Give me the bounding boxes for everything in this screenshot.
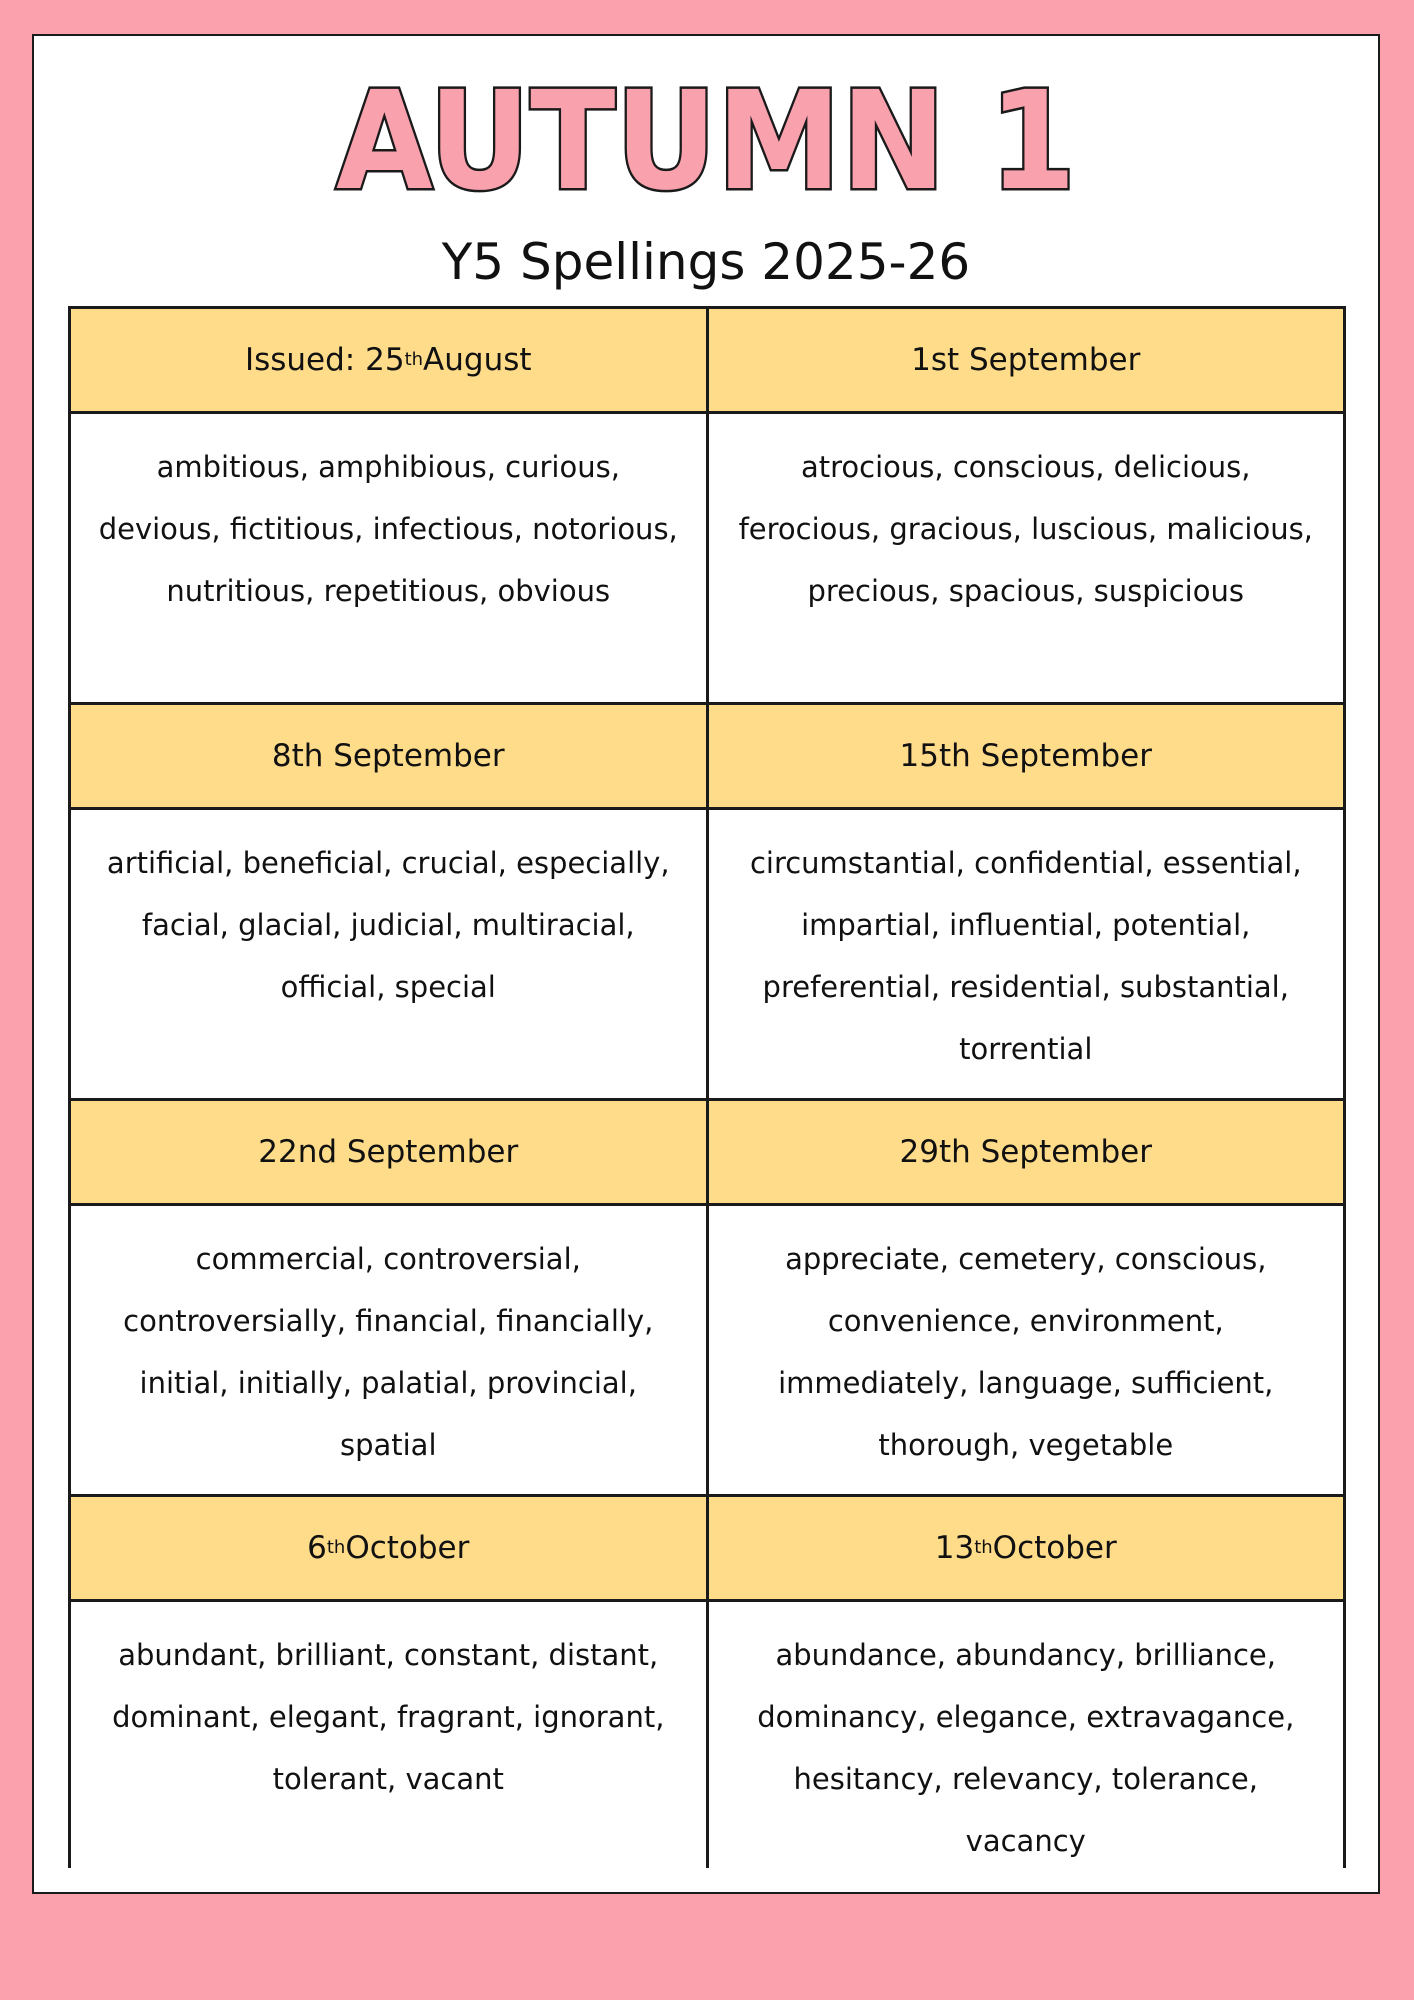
spellings-table [68,306,1346,1868]
week-header-4 [709,705,1344,807]
week-header-7-suffix: October [345,1530,470,1566]
week-header-8-suffix: October [992,1530,1117,1566]
week-words-1: ambitious, amphibious, curious, devious, fictitious, infectious, notorious, nutritious, repetitious, obvious [71,414,706,702]
worksheet-page [32,34,1380,1894]
week-words-8: abundance, abundancy, brilliance, dominancy, elegance, extravagance, hesitancy, relevancy, tolerance, vacancy [709,1602,1344,1890]
title-text: AUTUMN 1 [336,70,1076,210]
week-header-7: 6 th October [71,1497,706,1599]
week-words-7: abundant, brilliant, constant, distant, dominant, elegant, fragrant, ignorant, tolerant, vacant [71,1602,706,1890]
week-header-2 [709,309,1344,411]
week-header-1: Issued: 25 th August [71,309,706,411]
week-header-5-prefix: 22nd September [258,1134,519,1170]
week-header-4-prefix: 15th September [899,738,1152,774]
week-header-6 [709,1101,1344,1203]
week-words-4: circumstantial, confidential, essential, impartial, influential, potential, preferential, residential, substantial, torrential [709,810,1344,1098]
week-header-1-suffix: August [423,342,532,378]
week-header-8: 13 th October [709,1497,1344,1599]
week-header-6-prefix: 29th September [899,1134,1152,1170]
title-graphic [326,70,1086,210]
week-header-3-prefix: 8th September [271,738,505,774]
week-header-8-prefix: 13 [934,1530,975,1566]
week-words-3: artificial, beneficial, crucial, especially, facial, glacial, judicial, multiracial, official, special [71,810,706,1098]
page-subtitle: Y5 Spellings 2025-26 [441,233,971,291]
week-header-3 [71,705,706,807]
week-header-2-prefix: 1st September [911,342,1141,378]
page-title [34,70,1378,214]
week-words-5: commercial, controversial, controversially, financial, financially, initial, initially, palatial, provincial, spatial [71,1206,706,1494]
week-words-6: appreciate, cemetery, conscious, convenience, environment, immediately, language, sufficient, thorough, vegetable [709,1206,1344,1494]
week-header-7-prefix: 6 [307,1530,327,1566]
week-header-5 [71,1101,706,1203]
week-words-2: atrocious, conscious, delicious, ferocious, gracious, luscious, malicious, precious, spacious, suspicious [709,414,1344,702]
week-header-1-prefix: Issued: 25 [244,342,405,378]
